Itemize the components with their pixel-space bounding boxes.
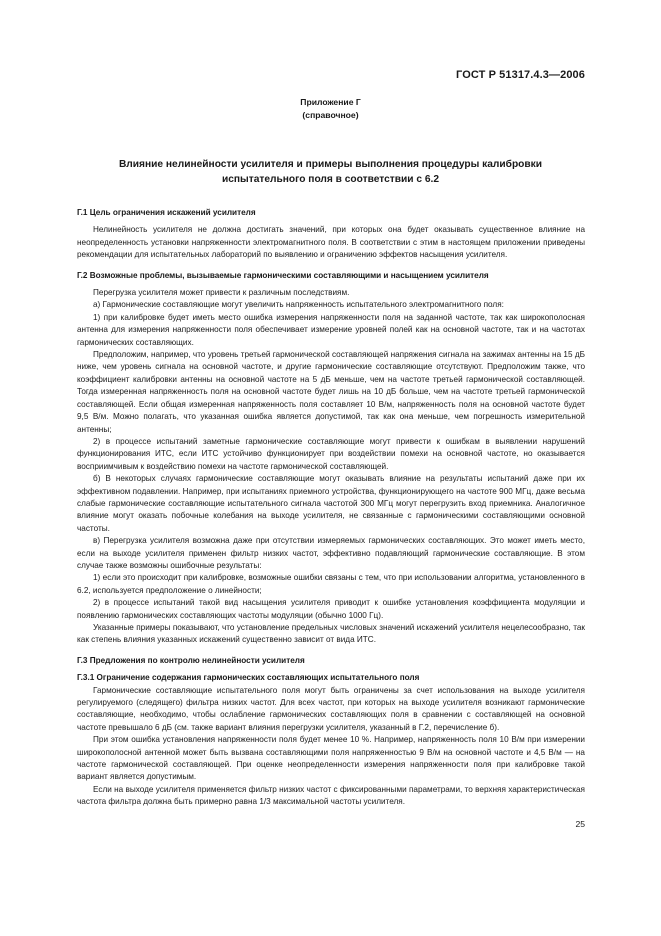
paragraph: Если на выходе усилителя применяется фильтр низких частот с фиксированными параметрами, то верхняя характеристическая частота фильтра должна быть примерно равна 1/3 максимальной частоты усилителя. [77, 784, 585, 807]
list-item: б) В некоторых случаях гармонические составляющие могут оказывать влияние на результаты испытаний даже при их эффективном подавлении. Например, при испытаниях приемного устройства, функционирующего на частоте 900 МГц, даже весьма слабые гармонические составляющие испытательного сигнала частотой 300 МГц могут перегрузить вход приемника. Аналогичное влияние могут оказать побочные колебания на выходе усилителя, не связанные с гармоническими составляющими основной частоты. [77, 474, 585, 533]
paragraph: Нелинейность усилителя не должна достигать значений, при которых она будет оказывать существенное влияние на неопределенность установки напряженности электромагнитного поля. В соответствии с этим в настоящем приложении приведены рекомендации для испытательных лабораторий по выявлению и ограничению эффектов насыщения усилителя. [77, 225, 585, 260]
paragraph: Перегрузка усилителя может привести к различным последствиям. [93, 288, 350, 298]
list-item: 1) если это происходит при калибровке, возможные ошибки связаны с тем, что при использовании алгоритма, установленного в 6.2, используется предположение о линейности; [77, 573, 585, 595]
annex-label: Приложение Г [300, 97, 361, 107]
subsection-heading-g3-1: Г.3.1 Ограничение содержания гармонических составляющих испытательного поля [77, 673, 420, 683]
section-heading-g2: Г.2 Возможные проблемы, вызываемые гармоническими составляющими и насыщением усилителя [77, 270, 489, 280]
paragraph: При этом ошибка установления напряженности поля будет менее 10 %. Например, напряженность поля 10 В/м при измерении широкополосной антенной может быть вызвана составляющими поля напряженностью 9 В/м на основной частоте и 4,5 В/м — на частоте гармонической составляющей. При оценке неопределенности измерения напряженности поля при калибровке такой вариант является допустимым. [77, 735, 585, 782]
annex-title-line-1: Влияние нелинейности усилителя и примеры выполнения процедуры калибровки [118, 159, 543, 170]
section-heading-g1: Г.1 Цель ограничения искажений усилителя [77, 208, 256, 217]
paragraph: Предположим, например, что уровень третьей гармонической составляющей напряжения сигнала на зажимах антенны на 15 дБ ниже, чем уровень сигнала на основной частоте, и другие гармонические составляющие отсутствуют. Предположим также, что коэффициент калибровки антенны на основной частоте на 5 дБ меньше, чем на частоте третьей гармонической составляющей. Тогда измеренная напряженность поля на основной частоте будет лишь на 10 дБ больше, чем на частоте третьей гармонической составляющей. Если общая измеренная напряженность поля составляет 10 В/м, напряженность поля на основной частоте будет 9,5 В/м. Можно полагать, что указанная ошибка является допустимой, так как она меньше, чем погрешность измерительной антенны; [77, 350, 585, 434]
document-body [77, 207, 585, 809]
paragraph: Указанные примеры показывают, что установление предельных числовых значений искажений усилителя нецелесообразно, так как степень влияния указанных искажений существенно зависит от вида ИТС. [77, 623, 585, 645]
section-heading-g3: Г.3 Предложения по контролю нелинейности усилителя [77, 655, 305, 665]
annex-title [60, 157, 601, 187]
annex-title-line-2: испытательного поля в соответствии с 6.2 [221, 174, 440, 185]
annex-block [0, 96, 661, 122]
list-item: 1) при калибровке будет иметь место ошибка измерения напряженности поля на заданной частоте, так как широкополосная антенна для измерения напряженности поля обеспечивает измерение уровней полей как на основной частоте, так и на частотах гармонических составляющих. [77, 312, 585, 347]
standard-id: ГОСТ Р 51317.4.3—2006 [456, 69, 585, 81]
list-item: а) Гармонические составляющие могут увеличить напряженность испытательного электромагнитного поля: [93, 300, 504, 310]
page-number: 25 [575, 819, 585, 829]
paragraph: Гармонические составляющие испытательного поля могут быть ограничены за счет использования на выходе усилителя регулируемого (следящего) фильтра низких частот. Для всех частот, при которых на выходе усилителя возникают гармонические составляющие, необходимо, чтобы ослабление гармонических составляющих поля в сравнении с составляющей на основной частоте превышало 6 дБ (см. также вариант влияния перегрузки усилителя, указанный в Г.2, перечисление б). [77, 685, 585, 732]
list-item: 2) в процессе испытаний заметные гармонические составляющие могут привести к ошибкам в выявлении нарушений функционирования ИТС, если ИТС устойчиво функционирует при воздействии помехи на основной частоте, но оказывается восприимчивым к воздействию помехи на частоте гармонической составляющей. [77, 436, 585, 471]
list-item: в) Перегрузка усилителя возможна даже при отсутствии измеряемых гармонических составляющих. Это может иметь место, если на выходе усилителя применен фильтр низких частот, эффективно подавляющий гармонические составляющие. В этом случае также возможны ошибочные результаты: [77, 536, 585, 570]
list-item: 2) в процессе испытаний такой вид насыщения усилителя приводит к ошибке установления коэффициента модуляции и появлению гармонических составляющих частоты модуляции (обычно 1000 Гц). [77, 598, 585, 620]
annex-status: (справочное) [302, 110, 359, 120]
